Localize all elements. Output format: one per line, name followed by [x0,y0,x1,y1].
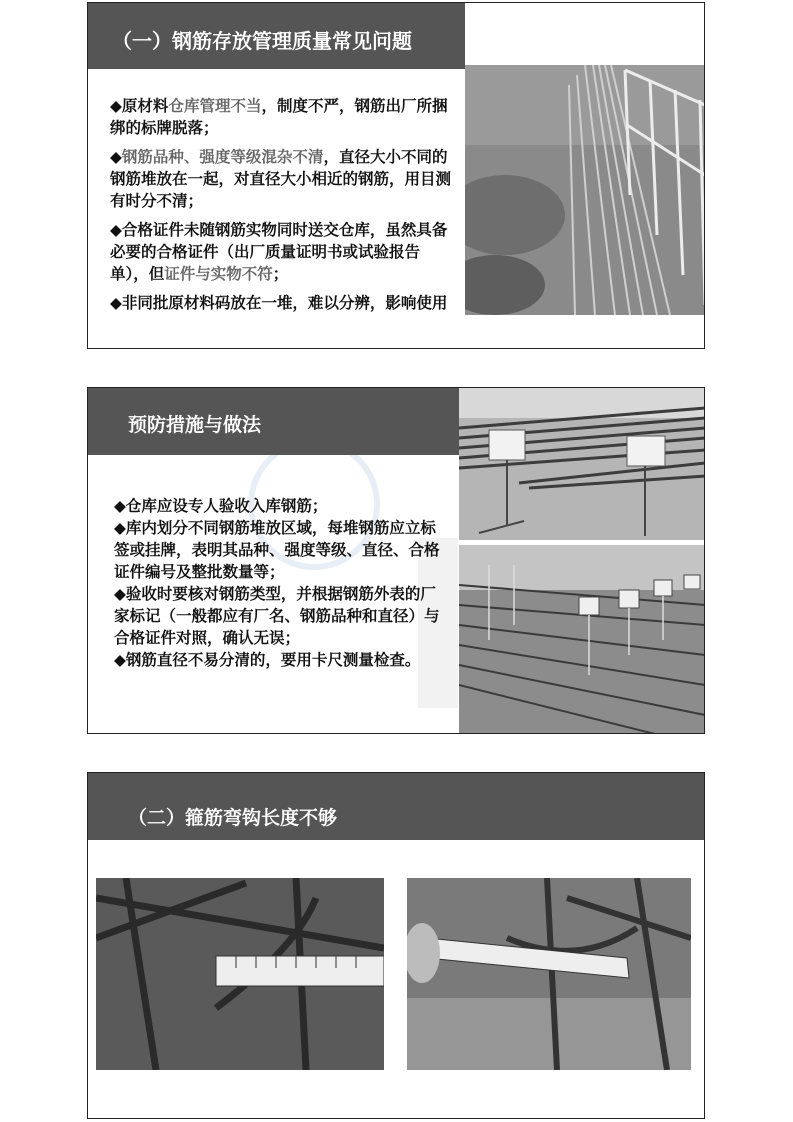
stirrup-hook-measure-photo-right [407,878,691,1070]
bullet-icon: ◆ [110,97,122,115]
stirrup-hook-measure-photo-left [96,878,384,1070]
bullet-icon: ◆ [110,294,122,312]
rebar-tagged-rows-photo [459,545,705,734]
bullet-icon: ◆ [110,148,122,166]
list-item: ◆钢筋直径不易分清的，要用卡尺测量检查。 [114,651,421,669]
list-item: ◆仓库应设专人验收入库钢筋； [114,497,328,515]
prevention-measures-list [114,495,440,671]
section-title-prevention: 预防措施与做法 [88,388,459,455]
panel-stirrup-hook [87,772,705,1119]
section-title-storage-problems: （一）钢筋存放管理质量常见问题 [88,3,465,69]
list-item: ◆原材料仓库管理不当，制度不严，钢筋出厂所捆绑的标牌脱落； [110,97,448,137]
panel-prevention-measures [87,387,705,734]
rebar-storage-photo [465,65,705,315]
list-item: ◆验收时要核对钢筋类型，并根据钢筋外表的厂家标记（一般都应有厂名、钢筋品种和直径）与合格证件对照，确认无误； [114,585,440,647]
panel-storage-problems [87,2,705,349]
list-item: ◆库内划分不同钢筋堆放区域，每堆钢筋应立标签或挂牌，表明其品种、强度等级、直径、合格证件编号及整批数量等； [114,519,440,581]
rebar-labeled-stack-photo [459,388,705,540]
list-item: ◆合格证件未随钢筋实物同时送交仓库，虽然具备必要的合格证件（出厂质量证明书或试验报告单），但证件与实物不符； [110,221,448,283]
bullet-icon: ◆ [110,221,122,239]
storage-problems-list [110,95,458,321]
section-title-stirrup-hook: （二）箍筋弯钩长度不够 [88,773,704,840]
list-item: ◆非同批原材料码放在一堆，难以分辨，影响使用 [110,294,448,312]
list-item: ◆钢筋品种、强度等级混杂不清，直径大小不同的钢筋堆放在一起，对直径大小相近的钢筋，用目测有时分不清； [110,148,452,210]
